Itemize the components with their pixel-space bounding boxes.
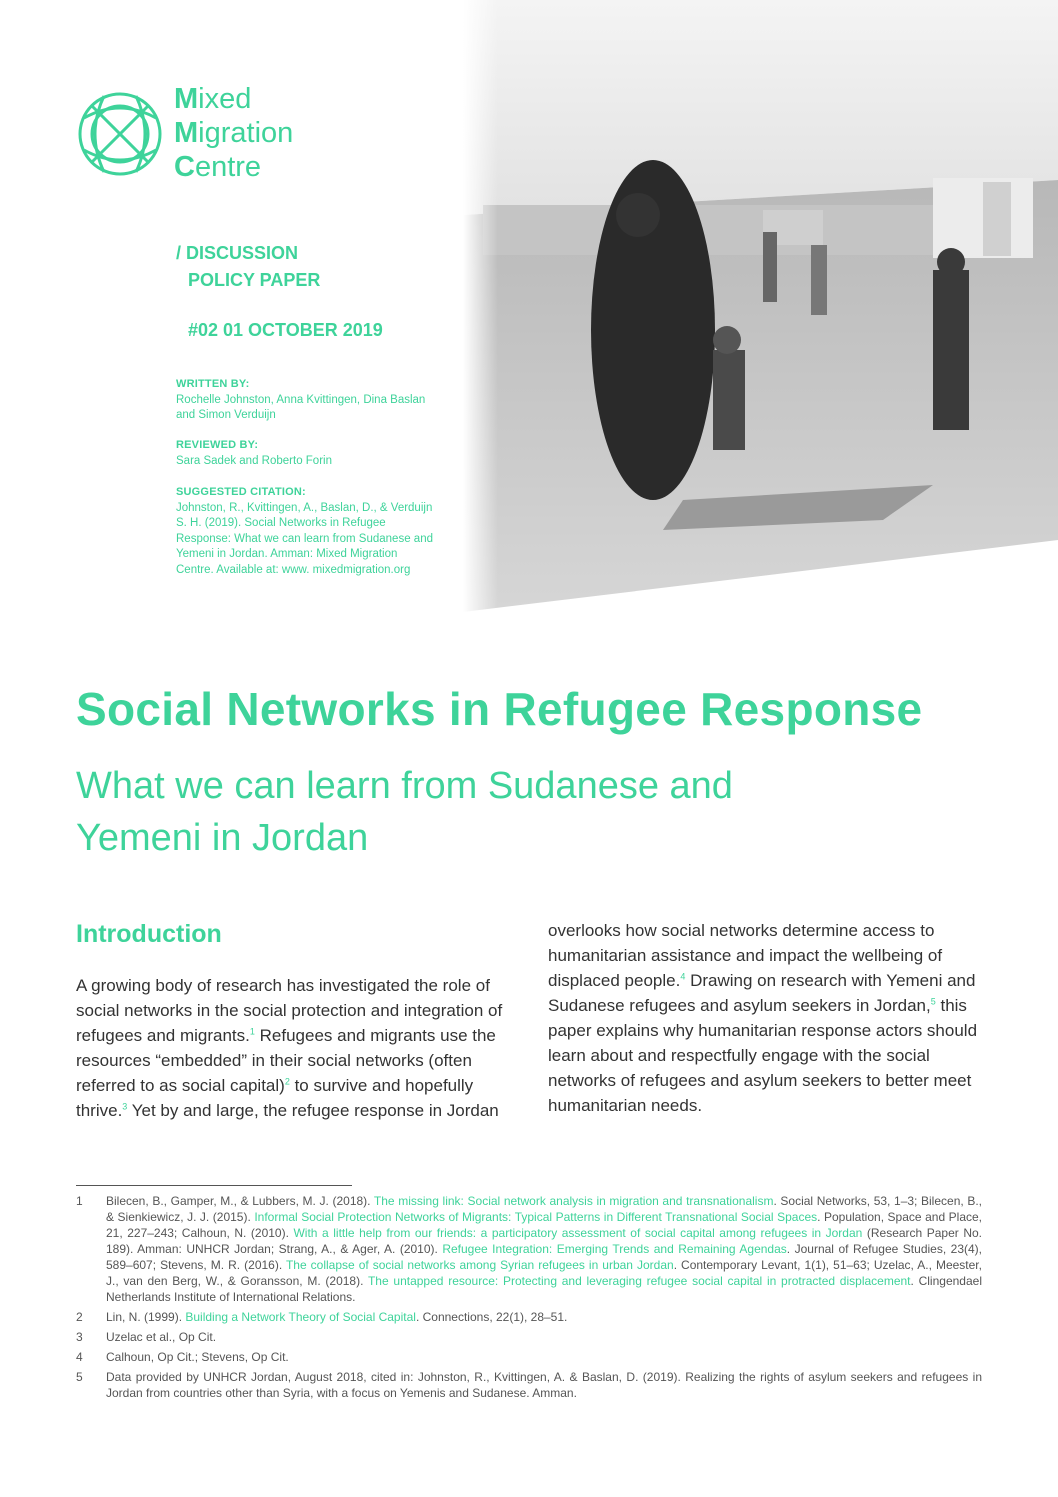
mmc-logo-wordmark: Mixed Migration Centre [174, 83, 294, 183]
footnote-text: Calhoun, Op Cit.; Stevens, Op Cit. [106, 1350, 289, 1364]
footnote-item [76, 1329, 982, 1345]
footnote-text: . Contemporary Levant, 1(1), 51–63; Uzelac, A., Meester, J., van den Berg, W., & Goransson, M. (2018). [106, 1258, 982, 1288]
written-by-block [176, 377, 438, 424]
written-by-heading: WRITTEN BY: [176, 378, 250, 390]
footnote-text: Uzelac et al., Op Cit. [106, 1330, 217, 1344]
footnote-number: 5 [76, 1370, 83, 1384]
footnote-number: 4 [76, 1350, 83, 1364]
reviewed-by-heading: REVIEWED BY: [176, 439, 259, 451]
footnote-ref-5[interactable]: 5 [930, 996, 936, 1007]
page-title: Social Networks in Refugee Response [76, 683, 923, 735]
footnote-number: 3 [76, 1330, 83, 1344]
footnote-divider [76, 1185, 352, 1186]
reviewed-by-value: Sara Sadek and Roberto Forin [176, 454, 332, 467]
footnote-text: Lin, N. (1999). [106, 1310, 186, 1324]
footnote-text: Data provided by UNHCR Jordan, August 2018, cited in: Johnston, R., Kvittingen, A. & Baslan, D. (2019). Realizing the rights of asylum seekers and refugees in Jordan from countries other than Syria, with a focus on Yemenis and Sudanese. Amman. [106, 1370, 982, 1400]
footnote-link[interactable]: Refugee Integration: Emerging Trends and Remaining Agendas [442, 1242, 787, 1256]
written-by-value: Rochelle Johnston, Anna Kvittingen, Dina Baslan and Simon Verduijn [176, 393, 426, 421]
footnote-text: . Clingendael Netherlands Institute of International Relations. [106, 1274, 982, 1304]
footnote-link[interactable]: The untapped resource: Protecting and leveraging refugee social capital in protracted displacement [367, 1274, 911, 1288]
footnote-item [76, 1193, 982, 1305]
footnote-ref-3[interactable]: 3 [122, 1101, 128, 1112]
page-subtitle: What we can learn from Sudanese and Yemeni in Jordan [76, 765, 733, 859]
introduction-heading: Introduction [76, 920, 222, 948]
footnote-link[interactable]: The missing link: Social network analysis in migration and transnationalism [373, 1194, 774, 1208]
footnote-text: . Connections, 22(1), 28–51. [415, 1310, 568, 1324]
footnote-number: 2 [76, 1310, 83, 1324]
intro-paragraph-2: overlooks how social networks determine access to humanitarian assistance and impact the wellbeing of displaced people.$^4$ Drawing on research with Yemeni and Sudanese refugees and asylum seekers in Jordan,$^5$ this paper explains why humanitarian response actors should learn about and respectfully engage with the social networks of refugees and asylum seekers to better meet humanitarian needs. [548, 921, 978, 1115]
citation-value: Johnston, R., Kvittingen, A., Baslan, D., & Verduijn S. H. (2019). Social Networks in Refugee Response: What we can learn from Sudanese and Yemeni in Jordan. Amman: Mixed Migration Centre. Available at: www. mixedmigration.org [176, 501, 433, 576]
reviewed-by-block [176, 438, 438, 469]
paper-type [176, 240, 320, 294]
footnote-link[interactable]: Building a Network Theory of Social Capital [185, 1310, 416, 1324]
footnote-text: . Social Networks, 53, 1–3; Bilecen, B., & Sienkiewicz, J. J. (2015). [106, 1194, 983, 1224]
cover-photo [463, 0, 1058, 612]
citation-heading: SUGGESTED CITATION: [176, 486, 306, 498]
intro-paragraph-1: A growing body of research has investigated the role of social networks in the social protection and integration of refugees and migrants.$^1$ Refugees and migrants use the resources “embedded” in their social networks (often referred to as social capital)$^2$ to survive and hopefully thrive.$^3$ Yet by and large, the refugee response in Jordan [76, 976, 503, 1120]
footnotes [76, 1193, 982, 1405]
paper-type-line2: POLICY PAPER [188, 270, 321, 290]
footnote-item [76, 1369, 982, 1401]
footnote-link[interactable]: The collapse of social networks among Syrian refugees in urban Jordan [285, 1258, 674, 1272]
paper-number-date: #02 01 OCTOBER 2019 [188, 320, 383, 340]
mmc-logo [74, 82, 324, 182]
footnote-link[interactable]: With a little help from our friends: a participatory assessment of social capital among refugees in Jordan [293, 1226, 863, 1240]
footnote-link[interactable]: Informal Social Protection Networks of Migrants: Typical Patterns in Different Transnational Social Spaces [254, 1210, 818, 1224]
footnote-ref-2[interactable]: 2 [284, 1076, 290, 1087]
footnote-text: Bilecen, B., Gamper, M., & Lubbers, M. J. (2018). [106, 1194, 374, 1208]
paper-type-line1: / DISCUSSION [176, 243, 299, 263]
footnote-number: 1 [76, 1194, 83, 1208]
footnote-text: . Population, Space and Place, 21, 227–243; Calhoun, N. (2010). [106, 1210, 983, 1240]
footnote-item [76, 1309, 982, 1325]
footnote-ref-4[interactable]: 4 [680, 971, 686, 982]
footnote-ref-1[interactable]: 1 [249, 1026, 255, 1037]
citation-block [176, 485, 438, 578]
footnote-text: . Journal of Refugee Studies, 23(4), 589–607; Stevens, M. R. (2016). [106, 1242, 982, 1272]
mmc-logo-emblem-icon [74, 88, 166, 180]
footnote-text: (Research Paper No. 189). Amman: UNHCR Jordan; Strang, A., & Ager, A. (2010). [106, 1226, 982, 1256]
footnote-item [76, 1349, 982, 1365]
